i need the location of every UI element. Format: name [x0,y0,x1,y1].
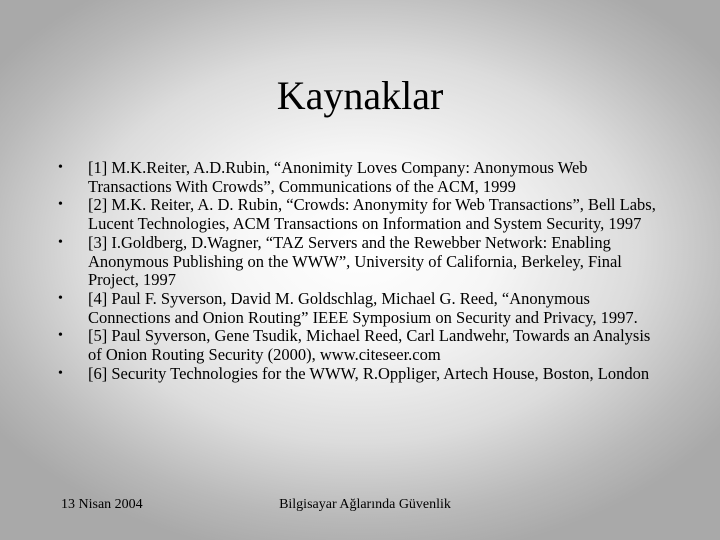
footer-date: 13 Nisan 2004 [61,497,143,512]
list-item [58,327,658,364]
bullet-icon: • [58,328,63,344]
bullet-icon: • [58,160,63,175]
list-item [58,365,658,384]
list-item [58,234,658,290]
reference-text: [2] M.K. Reiter, A. D. Rubin, “Crowds: Anonymity for Web Transactions”, Bell Labs, Lucent Technologies, ACM Transactions on Information and System Security, 1997 [88,195,656,234]
reference-list [58,159,658,383]
bullet-icon: • [58,197,63,213]
bullet-icon: • [58,290,63,306]
list-item [58,159,658,196]
reference-text: [6] Security Technologies for the WWW, R.Oppliger, Artech House, Boston, London [88,363,650,383]
list-item [58,196,658,233]
reference-text: [1] M.K.Reiter, A.D.Rubin, “Anonimity Loves Company: Anonymous Web Transactions With Crowds”, Communications of the ACM, 1999 [88,158,588,196]
slide-title: Kaynaklar [276,73,444,118]
bullet-icon: • [58,234,63,250]
reference-text: [5] Paul Syverson, Gene Tsudik, Michael Reed, Carl Landwehr, Towards an Analysis of Onion Routing Security (2000), www.citeseer.com [88,326,651,365]
reference-text: [4] Paul F. Syverson, David M. Goldschlag, Michael G. Reed, “Anonymous Connections and Onion Routing” IEEE Symposium on Security and Privacy, 1997. [88,288,638,327]
reference-text: [3] I.Goldberg, D.Wagner, “TAZ Servers and the Rewebber Network: Enabling Anonymous Publishing on the WWW”, University of California, Berkeley, Final Project, 1997 [88,232,622,290]
footer-title: Bilgisayar Ağlarında Güvenlik [279,497,451,512]
list-item [58,290,658,327]
bullet-icon: • [58,365,63,381]
